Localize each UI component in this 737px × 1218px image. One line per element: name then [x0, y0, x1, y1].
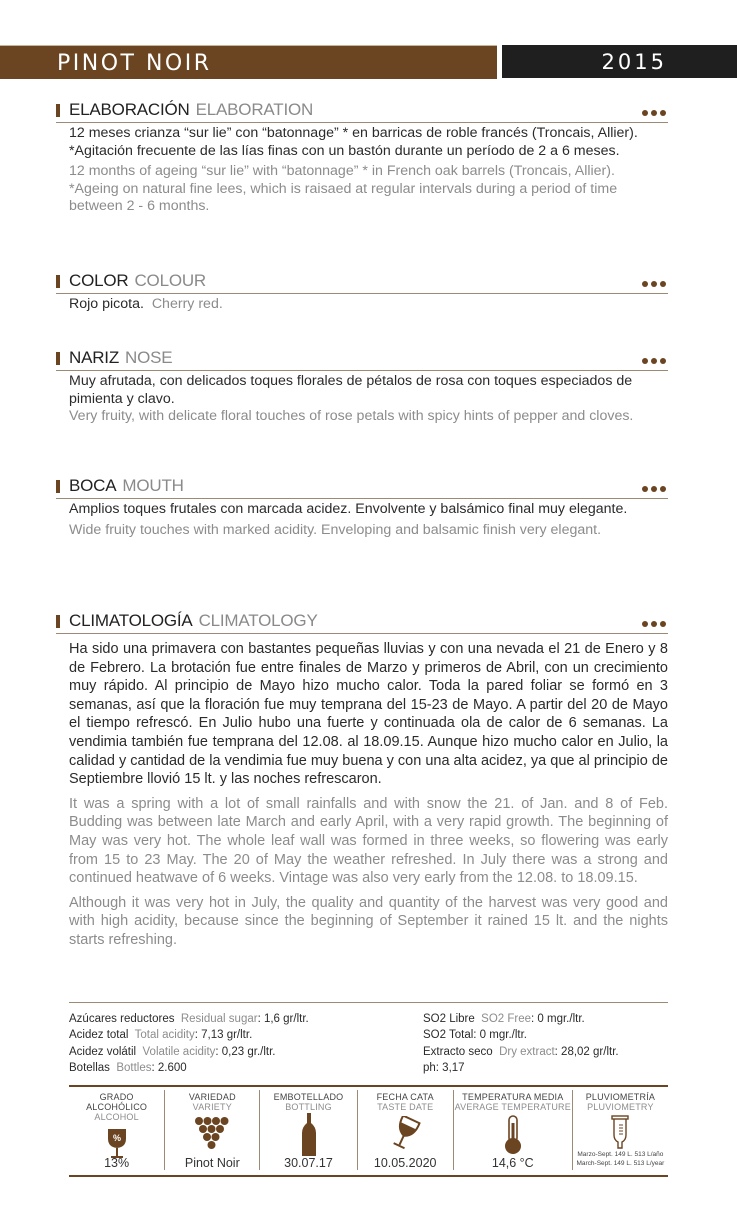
title-es: COLOR [69, 271, 129, 290]
fact-label-es: PLUVIOMETRÍA [585, 1092, 656, 1102]
fact-label-es: VARIEDAD [188, 1092, 236, 1102]
text-en-1: It was a spring with a lot of small rainfalls and with snow the 21. of Jan. and 8 of Feb. Budding was between late March and early April, with a very rapid growth. The beginning of May was very hot. The whole leaf wall was formed in three weeks, so flowering was early from 15 to 23 May. The 20 of May the weather refreshed. In July there was a strong and continued heatwave of 6 weeks. Vintage was also very early from the 12.08. to 18.09.15. [69, 795, 668, 887]
fact-value: 30.07.17 [284, 1156, 333, 1170]
more-dots-icon [642, 110, 666, 116]
section-marker [56, 275, 60, 288]
bottle-icon [260, 1114, 356, 1152]
fact-taste-date [358, 1090, 454, 1170]
more-dots-icon [642, 486, 666, 492]
wine-name-banner [0, 45, 497, 79]
text-en: Cherry red. [151, 296, 223, 312]
fact-variety [165, 1090, 260, 1170]
title-es: ELABORACIÓN [69, 100, 190, 119]
fact-alcohol [69, 1090, 165, 1170]
section-marker [56, 615, 60, 628]
section-colour [56, 271, 668, 314]
fact-value [573, 1150, 668, 1168]
vintage-year: 2015 [601, 50, 667, 74]
fact-bottling [260, 1090, 357, 1170]
text-es: Ha sido una primavera con bastantes pequeñas lluvias y con una nevada el 21 de Enero y 8 de Febrero. La brotación fue entre finales de Marzo y primeros de Abril, con un crecimiento muy rápido. Al principio de Mayo hizo mucho calor. Toda la pared foliar se formó en 3 semanas, así que la floración fue muy temprana del 15-23 de Mayo. A partir del 20 de Mayo el tiempo refrescó. En Julio hubo una fuerte y continuada ola de calor de 6 semanas. La vendimia también fue temprana del 12.08. al 18.09.15. Aunque hizo mucho calor en Julio, la calidad y cantidad de la vendimia fue muy buena y con una alta acidez, ya que al principio de Septiembre llovió 15 lt. y las noches refrescaron. [69, 641, 668, 788]
section-title [69, 611, 318, 631]
fact-value: 13% [104, 1156, 130, 1170]
stats-right [423, 1011, 619, 1076]
fact-label-en: TASTE DATE [377, 1102, 434, 1112]
text-en: Very fruity, with delicate floral touches of rose petals with spicy hints of pepper and cloves. [69, 408, 634, 424]
section-title [69, 476, 184, 496]
fact-label-es: TEMPERATURA MEDIA [462, 1092, 564, 1102]
text-es-note: *Agitación frecuente de las lías finas con un bastón durante un período de 2 a 6 meses. [69, 142, 620, 159]
text-en: Wide fruity touches with marked acidity. Enveloping and balsamic finish very elegant. [69, 521, 602, 538]
text-es: Rojo picota. [69, 296, 144, 312]
rain-gauge-icon [573, 1114, 668, 1152]
section-header [56, 476, 668, 499]
wine-glass-icon [358, 1114, 453, 1152]
title-es: BOCA [69, 476, 117, 495]
stat-total-acidity: Acidez total Total acidity: 7,13 gr/ltr. [69, 1029, 253, 1042]
title-en: MOUTH [122, 476, 184, 495]
title-en: ELABORATION [195, 100, 314, 119]
section-marker [56, 352, 60, 365]
title-en: NOSE [125, 348, 173, 367]
section-title [69, 100, 313, 120]
pluviometry-en: March-Sept. 149 L. 513 L/year [576, 1160, 665, 1167]
stats-left [69, 1011, 309, 1076]
more-dots-icon [642, 358, 666, 364]
pluviometry-es: Marzo-Sept. 149 L. 513 L/año [577, 1151, 664, 1158]
fact-label-es: GRADO ALCOHÓLICO [86, 1092, 148, 1112]
title-en: COLOUR [134, 271, 207, 290]
section-elaboration [56, 100, 668, 216]
text-es: Muy afrutada, con delicados toques florales de pétalos de rosa con toques especiados de pimienta y clavo. [69, 373, 633, 407]
section-mouth [56, 476, 668, 539]
wine-name: PINOT NOIR [57, 51, 212, 76]
stat-so2-total: SO2 Total: 0 mgr./ltr. [423, 1029, 527, 1042]
analysis-stats [69, 1002, 668, 1074]
stat-dry-extract: Extracto seco Dry extract: 28,02 gr/ltr. [423, 1045, 619, 1058]
stat-ph: ph: 3,17 [423, 1061, 465, 1074]
grape-cluster-icon [165, 1114, 259, 1152]
title-es: NARIZ [69, 348, 120, 367]
text-en: 12 months of ageing “sur lie” with “batonnage” * in French oak barrels (Troncais, Allier). [69, 163, 615, 179]
fact-label-en: AVERAGE TEMPERATURE [454, 1102, 571, 1112]
stat-bottles: Botellas Bottles: 2.600 [69, 1061, 187, 1074]
fact-average-temperature [454, 1090, 573, 1170]
text-es: Amplios toques frutales con marcada acidez. Envolvente y balsámico final muy elegante. [69, 501, 628, 517]
section-body [56, 294, 668, 314]
fact-value: 14,6 °C [491, 1156, 534, 1170]
fact-label-en: PLUVIOMETRY [587, 1102, 654, 1112]
facts-strip [69, 1085, 668, 1177]
fact-label-en: VARIETY [192, 1102, 232, 1112]
fact-value: 10.05.2020 [373, 1156, 437, 1170]
section-header [56, 348, 668, 371]
section-body [56, 123, 668, 216]
section-title [69, 348, 172, 368]
section-climatology [56, 611, 668, 950]
thermometer-icon [454, 1114, 572, 1152]
stat-volatile-acidity: Acidez volátil Volatile acidity: 0,23 gr./ltr. [69, 1045, 276, 1058]
fact-pluviometry [573, 1090, 668, 1170]
section-marker [56, 104, 60, 117]
fact-label-en: BOTTLING [285, 1102, 332, 1112]
vintage-banner [502, 45, 737, 78]
title-en: CLIMATOLOGY [198, 611, 318, 630]
section-body [56, 634, 668, 950]
fact-label-es: EMBOTELLADO [273, 1092, 344, 1102]
section-header [56, 100, 668, 123]
svg-text:%: % [112, 1133, 121, 1143]
text-en-note: *Ageing on natural fine lees, which is raisaed at regular intervals during a period of time between 2 - 6 months. [69, 180, 618, 214]
fact-label-es: FECHA CATA [376, 1092, 434, 1102]
stat-residual-sugar: Azúcares reductores Residual sugar: 1,6 gr/ltr. [69, 1013, 309, 1025]
fact-label-en: ALCOHOL [94, 1112, 139, 1122]
section-header [56, 611, 668, 634]
fact-value: Pinot Noir [184, 1156, 240, 1170]
title-es: CLIMATOLOGÍA [69, 611, 193, 630]
more-dots-icon [642, 281, 666, 287]
section-marker [56, 480, 60, 493]
text-en-2: Although it was very hot in July, the quality and quantity of the harvest was very good and with high acidity, because since the beginning of September it rained 15 lt. and the nights starts refreshing. [69, 894, 668, 948]
section-header [56, 271, 668, 294]
text-es: 12 meses crianza “sur lie” con “batonnage” * en barricas de roble francés (Troncais, Allier). [69, 125, 638, 141]
section-body [56, 499, 668, 539]
section-title [69, 271, 206, 291]
stat-so2-free: SO2 Libre SO2 Free: 0 mgr./ltr. [423, 1013, 585, 1025]
section-body [56, 371, 668, 426]
more-dots-icon [642, 621, 666, 627]
section-nose [56, 348, 668, 426]
